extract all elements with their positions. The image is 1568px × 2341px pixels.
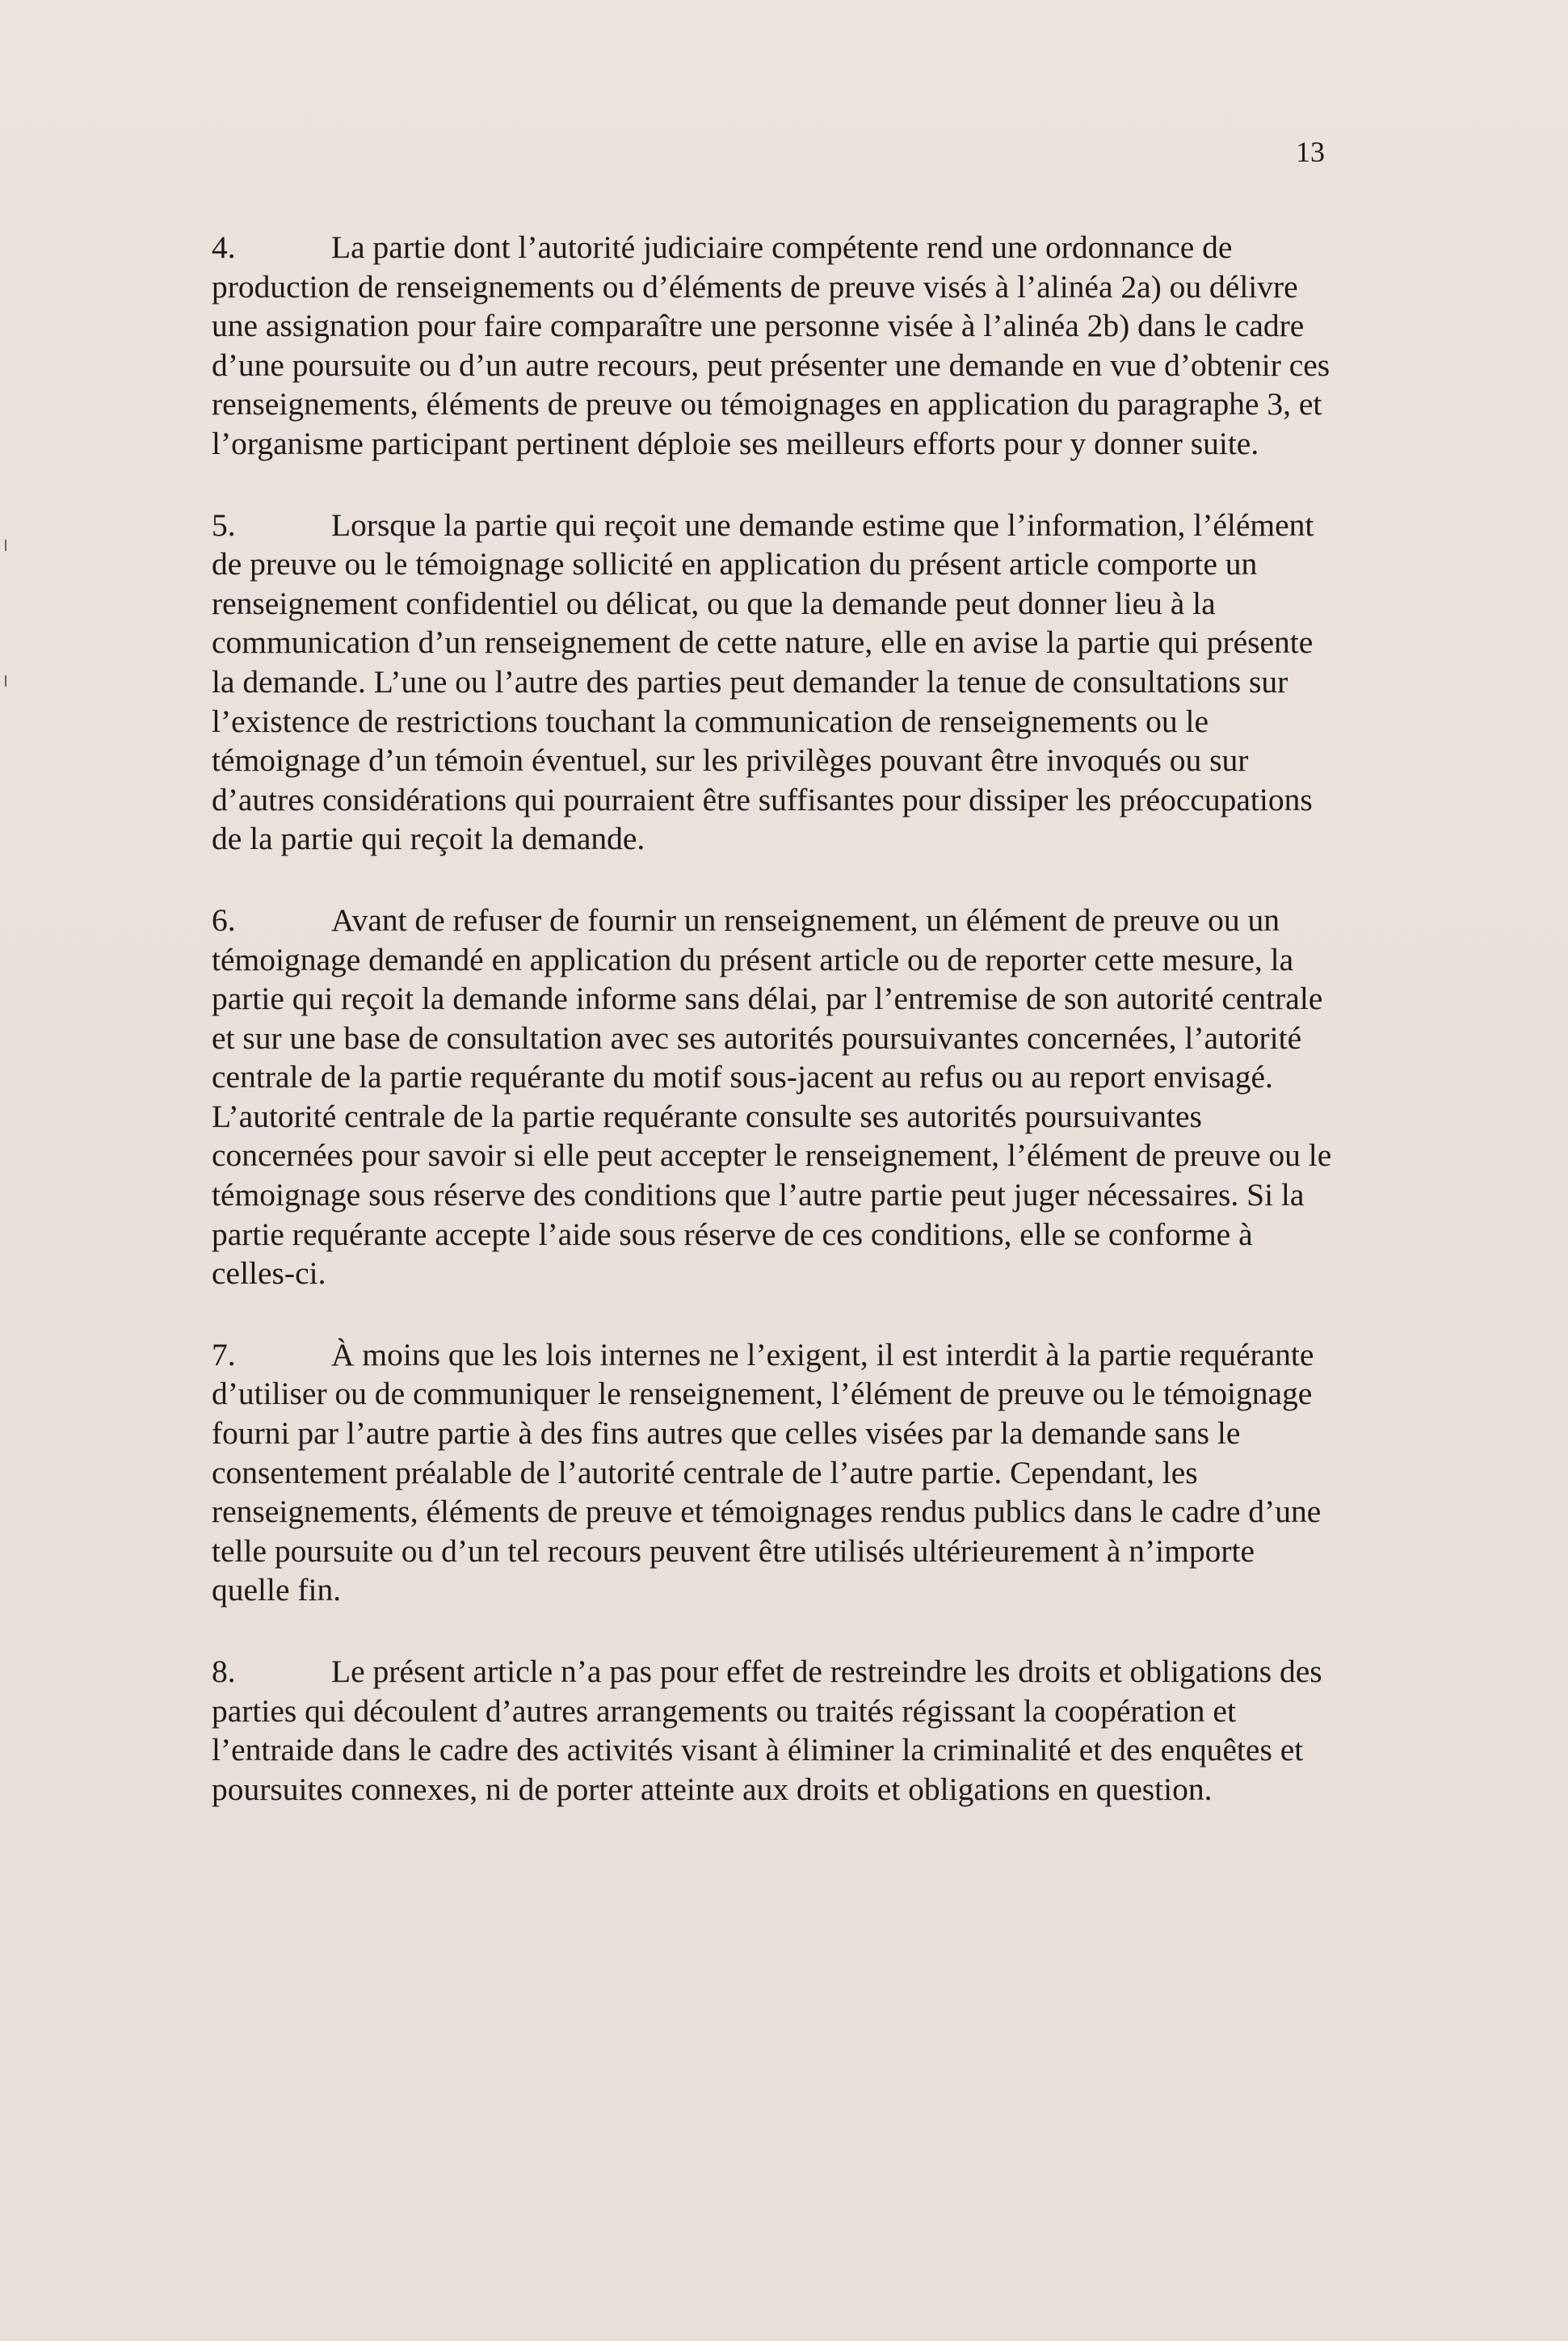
- document-body: [212, 228, 1335, 1851]
- paragraph-number: 6.: [212, 902, 236, 938]
- paragraph-5: [212, 506, 1335, 859]
- paragraph-6: [212, 901, 1335, 1293]
- paragraph-number: 5.: [212, 506, 236, 543]
- paragraph-7: [212, 1335, 1335, 1610]
- paragraph-text: Lorsque la partie qui reçoit une demande estime que l’information, l’élément de preuve ou le témoignage sollicité en application du présent article comporte un renseignement confidentiel ou délicat, ou que la demande peut donner lieu à la communication d’un renseignement de cette nature, elle en avise la partie qui présente la demande. L’une ou l’autre des parties peut demander la tenue de consultations sur l’existence de restrictions touchant la communication de renseignements ou le témoignage d’un témoin éventuel, sur les privilèges pouvant être invoqués ou sur d’autres considérations qui pourraient être suffisantes pour dissiper les préoccupations de la partie qui reçoit la demande.: [212, 506, 1314, 857]
- page-number: 13: [1296, 136, 1325, 168]
- scan-edge-mark: [5, 675, 6, 687]
- paragraph-number: 4.: [212, 229, 236, 265]
- paragraph-4: [212, 228, 1335, 464]
- paragraph-number: 8.: [212, 1654, 236, 1689]
- paragraph-text: Le présent article n’a pas pour effet de restreindre les droits et obligations des parties qui découlent d’autres arrangements ou traités régissant la coopération et l’entraide dans le cadre des activités visant à éliminer la criminalité et des enquêtes et poursuites connexes, ni de porter atteinte aux droits et obligations en question.: [212, 1654, 1322, 1807]
- paragraph-text: Avant de refuser de fournir un renseignement, un élément de preuve ou un témoignage demandé en application du présent article ou de reporter cette mesure, la partie qui reçoit la demande informe sans délai, par l’entremise de son autorité centrale et sur une base de consultation avec ses autorités poursuivantes concernées, l’autorité centrale de la partie requérante du motif sous-jacent au refus ou au report envisagé. L’autorité centrale de la partie requérante consulte ses autorités poursuivantes concernées pour savoir si elle peut accepter le renseignement, l’élément de preuve ou le témoignage sous réserve des conditions que l’autre partie peut juger nécessaires. Si la partie requérante accepte l’aide sous réserve de ces conditions, elle se conforme à celles-ci.: [212, 902, 1332, 1292]
- paragraph-text: À moins que les lois internes ne l’exigent, il est interdit à la partie requérante d’utiliser ou de communiquer le renseignement, l’élément de preuve ou le témoignage fourni par l’autre partie à des fins autres que celles visées par la demande sans le consentement préalable de l’autorité centrale de l’autre partie. Cependant, les renseignements, éléments de preuve et témoignages rendus publics dans le cadre d’une telle poursuite ou d’un tel recours peuvent être utilisés ultérieurement à n’importe quelle fin.: [212, 1336, 1322, 1608]
- paragraph-text: La partie dont l’autorité judiciaire compétente rend une ordonnance de production de renseignements ou d’éléments de preuve visés à l’alinéa 2a) ou délivre une assignation pour faire comparaître une personne visée à l’alinéa 2b) dans le cadre d’une poursuite ou d’un autre recours, peut présenter une demande en vue d’obtenir ces renseignements, éléments de preuve ou témoignages en application du paragraphe 3, et l’organisme participant pertinent déploie ses meilleurs efforts pour y donner suite.: [212, 229, 1330, 461]
- scan-edge-mark: [5, 540, 6, 551]
- paragraph-8: [212, 1652, 1335, 1809]
- paragraph-number: 7.: [212, 1336, 236, 1372]
